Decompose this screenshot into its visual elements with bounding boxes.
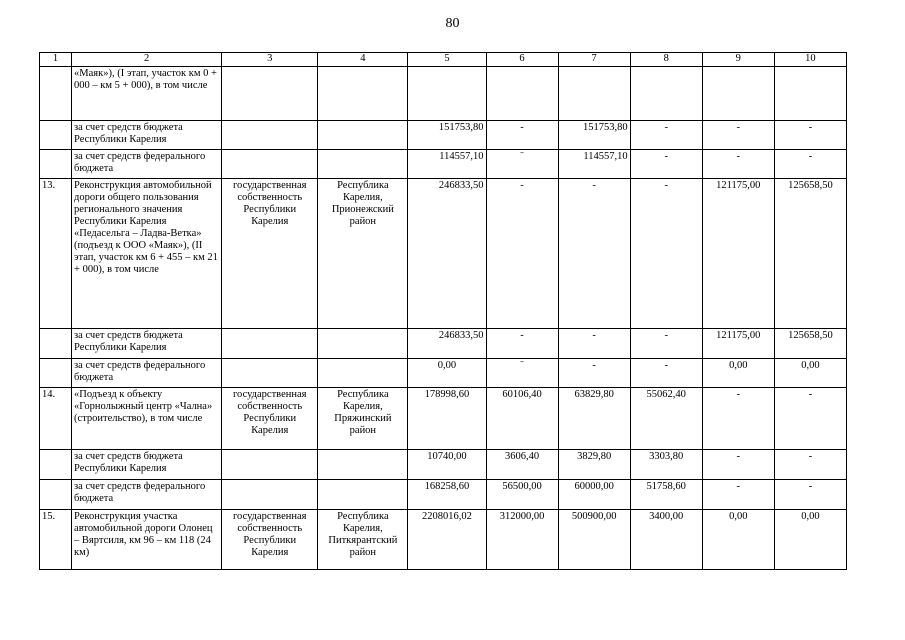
value-col10: - bbox=[774, 121, 846, 150]
value-total: 246833,50 bbox=[408, 179, 486, 329]
row-number bbox=[40, 67, 72, 121]
value-total: 114557,10 bbox=[408, 150, 486, 179]
value-total: 246833,50 bbox=[408, 329, 486, 359]
value-col8: 55062,40 bbox=[630, 388, 702, 450]
project-name: за счет средств федерального бюджета bbox=[72, 359, 222, 388]
value-col10: 125658,50 bbox=[774, 179, 846, 329]
value-col6: - bbox=[486, 121, 558, 150]
project-name: «Маяк»), (I этап, участок км 0 + 000 – км 5 + 000), в том числе bbox=[72, 67, 222, 121]
location bbox=[318, 359, 408, 388]
value-col9: 0,00 bbox=[702, 359, 774, 388]
row-number bbox=[40, 450, 72, 480]
project-name: за счет средств бюджета Республики Карелия bbox=[72, 450, 222, 480]
table-row bbox=[40, 179, 847, 329]
column-header: 3 bbox=[222, 53, 318, 67]
value-col9: - bbox=[702, 150, 774, 179]
column-header: 1 bbox=[40, 53, 72, 67]
table-row bbox=[40, 121, 847, 150]
project-name: Реконструкция участка автомобильной дороги Олонец – Вяртсиля, км 96 – км 118 (24 км) bbox=[72, 510, 222, 570]
location bbox=[318, 150, 408, 179]
value-col7: 500900,00 bbox=[558, 510, 630, 570]
value-total bbox=[408, 67, 486, 121]
ownership: государственная собственность Республики Карелия bbox=[222, 179, 318, 329]
table-row bbox=[40, 150, 847, 179]
ownership bbox=[222, 450, 318, 480]
value-col8: - bbox=[630, 121, 702, 150]
value-col9: 121175,00 bbox=[702, 179, 774, 329]
value-col9 bbox=[702, 67, 774, 121]
project-name: за счет средств бюджета Республики Карелия bbox=[72, 121, 222, 150]
page-number: 80 bbox=[445, 16, 460, 31]
row-number: 14. bbox=[40, 388, 72, 450]
ownership bbox=[222, 121, 318, 150]
row-number: 15. bbox=[40, 510, 72, 570]
column-header: 4 bbox=[318, 53, 408, 67]
value-col10: - bbox=[774, 150, 846, 179]
value-col9: - bbox=[702, 121, 774, 150]
value-col8: - bbox=[630, 329, 702, 359]
ownership bbox=[222, 329, 318, 359]
value-col6: ˉ bbox=[486, 150, 558, 179]
row-number: 13. bbox=[40, 179, 72, 329]
project-name: Реконструкция автомобильной дороги общего пользования регионального значения Республики Карелия «Педасельга – Ладва-Ветка» (подъезд к ООО «Маяк»), (II этап, участок км 6 + 455 – км 21 + 000), в том числе bbox=[72, 179, 222, 329]
value-col6: 60106,40 bbox=[486, 388, 558, 450]
budget-table bbox=[39, 52, 847, 570]
value-col7: 60000,00 bbox=[558, 480, 630, 510]
location: Республика Карелия, Пряжинский район bbox=[318, 388, 408, 450]
location bbox=[318, 329, 408, 359]
location: Республика Карелия, Питкярантский район bbox=[318, 510, 408, 570]
location: Республика Карелия, Прионежский район bbox=[318, 179, 408, 329]
value-col6: - bbox=[486, 329, 558, 359]
value-col7 bbox=[558, 67, 630, 121]
value-col6: - bbox=[486, 179, 558, 329]
value-total: 178998,60 bbox=[408, 388, 486, 450]
value-col7: 63829,80 bbox=[558, 388, 630, 450]
value-col9: - bbox=[702, 480, 774, 510]
row-number bbox=[40, 329, 72, 359]
value-col9: - bbox=[702, 450, 774, 480]
value-col7: 3829,80 bbox=[558, 450, 630, 480]
value-col7: 151753,80 bbox=[558, 121, 630, 150]
ownership bbox=[222, 359, 318, 388]
table-row bbox=[40, 510, 847, 570]
value-col7: - bbox=[558, 359, 630, 388]
row-number bbox=[40, 480, 72, 510]
value-col8: - bbox=[630, 179, 702, 329]
project-name: за счет средств федерального бюджета bbox=[72, 480, 222, 510]
location bbox=[318, 480, 408, 510]
ownership bbox=[222, 67, 318, 121]
table-row bbox=[40, 359, 847, 388]
value-col6: 56500,00 bbox=[486, 480, 558, 510]
value-col8: 3400,00 bbox=[630, 510, 702, 570]
table-row bbox=[40, 450, 847, 480]
value-total: 151753,80 bbox=[408, 121, 486, 150]
value-total: 2208016,02 bbox=[408, 510, 486, 570]
table-row bbox=[40, 67, 847, 121]
value-col6 bbox=[486, 67, 558, 121]
column-number-row bbox=[40, 53, 847, 67]
value-total: 0,00 bbox=[408, 359, 486, 388]
table-row bbox=[40, 388, 847, 450]
value-col7: - bbox=[558, 179, 630, 329]
value-col7: 114557,10 bbox=[558, 150, 630, 179]
row-number bbox=[40, 359, 72, 388]
value-col10 bbox=[774, 67, 846, 121]
column-header: 9 bbox=[702, 53, 774, 67]
ownership bbox=[222, 480, 318, 510]
value-col10: - bbox=[774, 480, 846, 510]
column-header: 8 bbox=[630, 53, 702, 67]
table-row bbox=[40, 480, 847, 510]
value-total: 168258,60 bbox=[408, 480, 486, 510]
value-col8: 51758,60 bbox=[630, 480, 702, 510]
project-name: «Подъезд к объекту «Горнолыжный центр «Чална» (строительство), в том числе bbox=[72, 388, 222, 450]
value-col8: - bbox=[630, 359, 702, 388]
value-col10: 0,00 bbox=[774, 359, 846, 388]
project-name: за счет средств бюджета Республики Карелия bbox=[72, 329, 222, 359]
column-header: 7 bbox=[558, 53, 630, 67]
value-col10: 125658,50 bbox=[774, 329, 846, 359]
ownership bbox=[222, 150, 318, 179]
location bbox=[318, 67, 408, 121]
row-number bbox=[40, 121, 72, 150]
location bbox=[318, 450, 408, 480]
table-row bbox=[40, 329, 847, 359]
column-header: 5 bbox=[408, 53, 486, 67]
project-name: за счет средств федерального бюджета bbox=[72, 150, 222, 179]
column-header: 6 bbox=[486, 53, 558, 67]
ownership: государственная собственность Республики Карелия bbox=[222, 388, 318, 450]
value-col6: ˉ bbox=[486, 359, 558, 388]
column-header: 2 bbox=[72, 53, 222, 67]
column-header: 10 bbox=[774, 53, 846, 67]
value-col6: 312000,00 bbox=[486, 510, 558, 570]
value-col9: 121175,00 bbox=[702, 329, 774, 359]
value-total: 10740,00 bbox=[408, 450, 486, 480]
value-col8: 3303,80 bbox=[630, 450, 702, 480]
ownership: государственная собственность Республики Карелия bbox=[222, 510, 318, 570]
row-number bbox=[40, 150, 72, 179]
value-col7: - bbox=[558, 329, 630, 359]
value-col9: 0,00 bbox=[702, 510, 774, 570]
location bbox=[318, 121, 408, 150]
value-col9: - bbox=[702, 388, 774, 450]
value-col6: 3606,40 bbox=[486, 450, 558, 480]
value-col10: - bbox=[774, 388, 846, 450]
value-col10: 0,00 bbox=[774, 510, 846, 570]
value-col8 bbox=[630, 67, 702, 121]
value-col8: - bbox=[630, 150, 702, 179]
value-col10: - bbox=[774, 450, 846, 480]
